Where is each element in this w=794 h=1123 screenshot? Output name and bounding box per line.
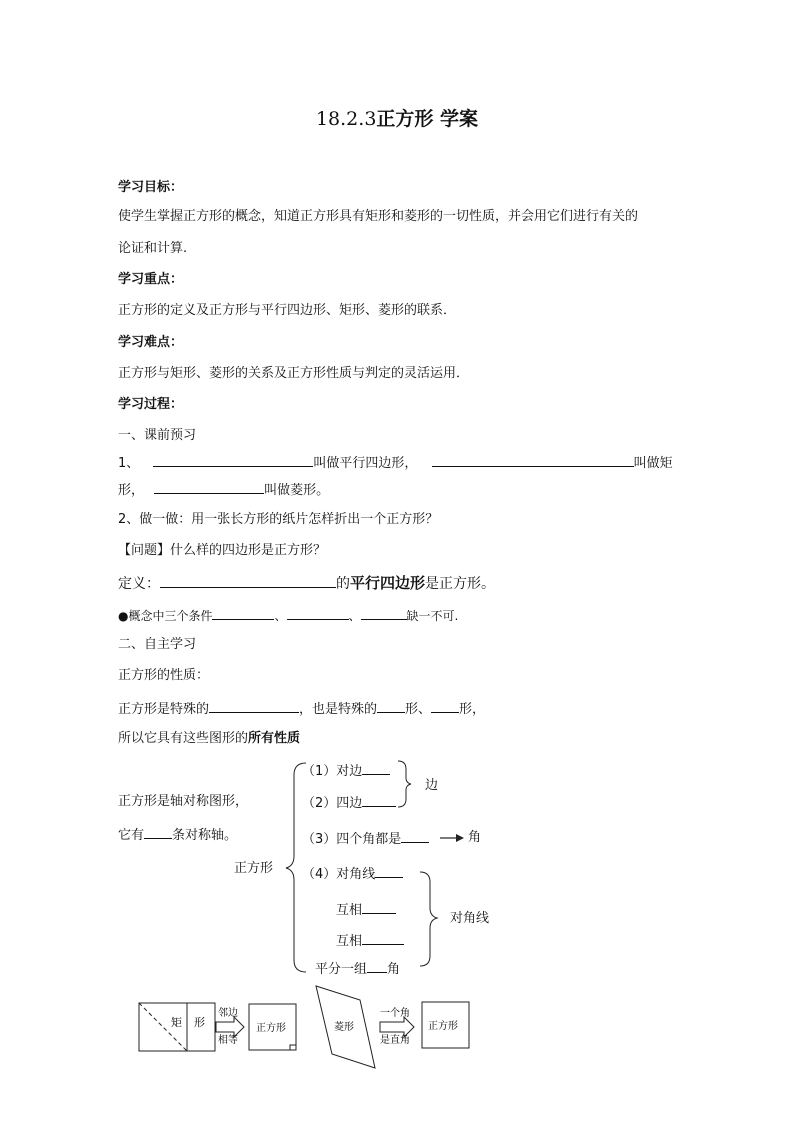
tree-p2-text: （2）四边	[302, 796, 363, 811]
axis-line-1: 正方形是轴对称图形，	[118, 794, 249, 809]
arrow-1-top: 邻边	[218, 1008, 238, 1019]
all-bold: 所有性质	[248, 731, 301, 746]
objective-line2: 论证和计算.	[118, 241, 188, 256]
arrow-2-bottom: 是直角	[380, 1035, 410, 1046]
shape-1: 形、	[405, 702, 432, 717]
tree-root: 正方形	[234, 861, 274, 876]
definition-mid: 的	[336, 576, 350, 592]
question-label: 【问题】	[118, 543, 171, 558]
question-text: 什么样的四边形是正方形？	[170, 543, 327, 558]
concept-prefix: ●概念中三个条件	[118, 609, 213, 623]
square-1-label: 正方形	[256, 1023, 286, 1034]
tree-p3-text: （3）四个角都是	[302, 832, 402, 847]
arrow-2-top: 一个角	[380, 1008, 410, 1019]
q1-end: 叫做矩	[633, 456, 673, 471]
title-number: 18.2.3	[315, 108, 377, 130]
concept-end: 缺一不可.	[406, 609, 459, 623]
tree-p4d-end: 角	[387, 962, 401, 977]
rect-label-1: 矩	[171, 1016, 182, 1029]
tree-p4c-text: 互相	[336, 934, 363, 949]
difficulties-text: 正方形与矩形、菱形的关系及正方形性质与判定的灵活运用．	[118, 366, 470, 381]
concept-sep-1: 、	[274, 609, 287, 623]
objective-heading: 学习目标：	[118, 180, 184, 195]
shape-2: 形，	[459, 702, 486, 717]
special-mid: ，也是特殊的	[299, 702, 378, 717]
tree-side-label: 边	[425, 778, 439, 793]
tree-angle-label: 角	[468, 830, 482, 845]
concept-sep-2: 、	[348, 609, 361, 623]
axis-end: 条对称轴。	[172, 828, 238, 843]
q1-line2-end: 叫做菱形。	[264, 483, 330, 498]
definition-end: 是正方形。	[425, 576, 496, 592]
objective-line1: 使学生掌握正方形的概念，知道正方形具有矩形和菱形的一切性质，并会用它们进行有关的	[118, 209, 639, 224]
definition-prefix: 定义：	[118, 576, 160, 592]
tree-p1-text: （1）对边	[302, 764, 363, 779]
title-main: 正方形 学案	[376, 108, 479, 130]
arrow-2	[380, 1017, 414, 1037]
tree-p4b-text: 互相	[336, 903, 363, 918]
process-heading: 学习过程：	[118, 397, 184, 412]
preview-q2: 2、做一做：用一张长方形的纸片怎样折出一个正方形？	[118, 512, 439, 527]
tree-p4-text: （4）对角线	[302, 867, 376, 882]
rhombus-label: 菱形	[334, 1022, 354, 1033]
q1-mid: 叫做平行四边形，	[313, 456, 418, 471]
self-study-heading: 二、自主学习	[118, 637, 197, 652]
key-points-text: 正方形的定义及正方形与平行四边形、矩形、菱形的联系．	[118, 303, 457, 318]
difficulties-heading: 学习难点：	[118, 335, 184, 350]
preview-heading: 一、课前预习	[118, 428, 197, 443]
arrow-1	[216, 1017, 244, 1037]
tree-diag-label: 对角线	[450, 911, 490, 926]
definition-bold: 平行四边形	[350, 574, 426, 592]
axis-start: 它有	[118, 828, 145, 843]
q1-prefix: 1、	[118, 456, 140, 471]
q1-line2-start: 形，	[118, 483, 145, 498]
rect-label-2: 形	[194, 1016, 205, 1029]
key-points-heading: 学习重点：	[118, 272, 184, 287]
all-start: 所以它具有这些图形的	[118, 731, 249, 746]
square-2-label: 正方形	[428, 1021, 458, 1032]
arrow-1-bottom: 相等	[218, 1035, 238, 1046]
tree-p4d-start: 平分一组	[315, 962, 368, 977]
special-start: 正方形是特殊的	[118, 702, 210, 717]
properties-heading: 正方形的性质：	[118, 668, 210, 683]
